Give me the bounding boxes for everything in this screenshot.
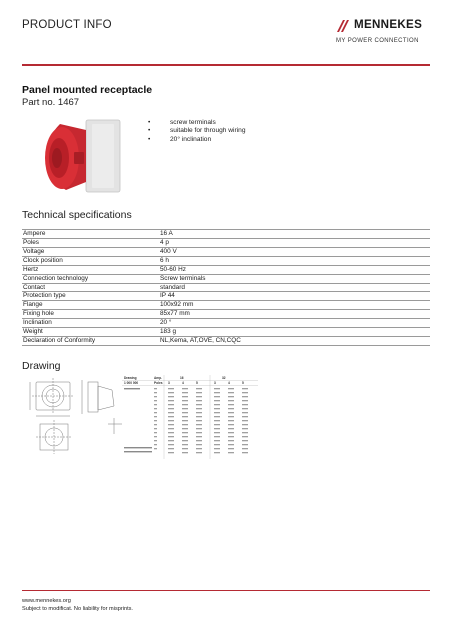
dimension-value <box>196 432 202 433</box>
dimension-value <box>196 448 202 449</box>
dimension-value <box>154 404 157 405</box>
drawing-section-title: Drawing <box>22 360 61 372</box>
spec-value: 85x77 mm <box>160 310 190 318</box>
dimension-value <box>182 392 188 393</box>
table-row <box>22 230 430 239</box>
dimension-value <box>196 400 202 401</box>
dimension-value <box>214 452 220 453</box>
dimension-value <box>214 408 220 409</box>
dimension-value <box>214 404 220 405</box>
dimension-value <box>214 432 220 433</box>
dimension-value <box>228 400 234 401</box>
dimension-value <box>154 432 157 433</box>
dimension-value <box>214 420 220 421</box>
dimension-value <box>214 424 220 425</box>
spec-label: Poles <box>23 238 39 246</box>
dimension-value <box>196 444 202 445</box>
dimension-value <box>168 404 174 405</box>
footer-note: Subject to modificat. No liability for misprints. <box>22 606 133 612</box>
dimension-value <box>242 396 248 397</box>
table-row <box>22 337 430 346</box>
dimension-value <box>214 440 220 441</box>
feature-item: • screw terminals <box>148 119 246 127</box>
dimension-value <box>182 436 188 437</box>
dimension-value <box>214 448 220 449</box>
spec-label: Clock position <box>23 256 63 264</box>
spec-value: Screw terminals <box>160 274 206 282</box>
table-row <box>22 239 430 248</box>
dimension-value <box>154 412 157 413</box>
dimension-value <box>182 396 188 397</box>
dimension-value <box>182 424 188 425</box>
dimension-value <box>242 452 248 453</box>
dimension-value <box>168 396 174 397</box>
dimension-value <box>168 388 174 389</box>
dimension-value <box>228 392 234 393</box>
spec-value: 4 p <box>160 238 169 246</box>
dimension-value <box>242 416 248 417</box>
dimension-value <box>228 396 234 397</box>
dimension-value <box>168 412 174 413</box>
dimension-value <box>154 416 157 417</box>
dimension-value <box>242 436 248 437</box>
spec-label: Inclination <box>23 319 52 327</box>
dimension-value <box>228 412 234 413</box>
dimension-value <box>214 412 220 413</box>
dimension-value <box>196 404 202 405</box>
specs-table <box>22 229 430 346</box>
dimension-value <box>242 432 248 433</box>
dimension-value <box>168 416 174 417</box>
brand-logo <box>336 18 430 48</box>
dimension-value <box>196 408 202 409</box>
dimension-value <box>228 428 234 429</box>
dimension-value <box>228 436 234 437</box>
dimension-value <box>228 416 234 417</box>
dimension-value <box>168 452 174 453</box>
dimension-value <box>214 392 220 393</box>
dimension-value <box>242 440 248 441</box>
dimension-value <box>228 444 234 445</box>
dimension-value <box>182 412 188 413</box>
table-row <box>22 328 430 337</box>
dimension-value <box>182 416 188 417</box>
dimension-value <box>182 428 188 429</box>
dimension-value <box>214 396 220 397</box>
footer-rule <box>22 590 430 591</box>
dimension-value <box>154 392 157 393</box>
dimension-table <box>122 375 272 459</box>
dimension-value <box>168 436 174 437</box>
dimension-values <box>154 388 248 453</box>
dimension-value <box>154 396 157 397</box>
dimension-value <box>196 392 202 393</box>
feature-item: • suitable for through wiring <box>148 127 246 135</box>
spec-value: 6 h <box>160 256 169 264</box>
dimension-value <box>168 444 174 445</box>
dimension-value <box>214 436 220 437</box>
spec-value: 50-60 Hz <box>160 265 186 273</box>
spec-value: 100x92 mm <box>160 301 194 309</box>
dimension-value <box>242 448 248 449</box>
dimension-value <box>228 452 234 453</box>
spec-label: Fixing hole <box>23 310 54 318</box>
technical-drawing <box>22 374 137 454</box>
dim-header-label: 3 <box>214 381 216 385</box>
dimension-value <box>228 404 234 405</box>
spec-label: Protection type <box>23 292 66 300</box>
brand-name: MENNEKES <box>354 18 423 31</box>
dimension-value <box>242 400 248 401</box>
dimension-value <box>168 392 174 393</box>
dimension-value <box>214 416 220 417</box>
table-row <box>22 257 430 266</box>
dim-header-label: 4 <box>182 381 184 385</box>
dimension-value <box>154 440 157 441</box>
spec-label: Hertz <box>23 265 39 273</box>
dimension-value <box>154 436 157 437</box>
dimension-value <box>182 452 188 453</box>
table-row <box>22 248 430 257</box>
dim-header-label: Amp. <box>154 376 162 380</box>
dimension-value <box>196 436 202 437</box>
dimension-value <box>154 408 157 409</box>
dimension-value <box>242 420 248 421</box>
footer-url: www.mennekes.org <box>22 598 71 604</box>
dimension-value <box>168 428 174 429</box>
dimension-value <box>196 416 202 417</box>
dimension-value <box>168 408 174 409</box>
dimension-value <box>182 400 188 401</box>
table-row <box>22 292 430 301</box>
table-row <box>22 310 430 319</box>
dimension-value <box>168 432 174 433</box>
dimension-value <box>242 412 248 413</box>
dimension-value <box>168 424 174 425</box>
dimension-value <box>196 440 202 441</box>
dimension-value <box>228 440 234 441</box>
brand-tagline: MY POWER CONNECTION <box>336 38 419 44</box>
dimension-value <box>214 428 220 429</box>
dimension-value <box>196 412 202 413</box>
dimension-value <box>242 404 248 405</box>
dimension-value <box>154 388 157 389</box>
product-title: Panel mounted receptacle <box>22 84 153 96</box>
dimension-value <box>154 424 157 425</box>
dimension-value <box>196 424 202 425</box>
spec-value: standard <box>160 283 185 291</box>
dimension-value <box>242 392 248 393</box>
dimension-value <box>214 400 220 401</box>
dimension-value <box>228 448 234 449</box>
spec-label: Ampere <box>23 230 46 237</box>
spec-label: Contact <box>23 283 46 291</box>
dimension-value <box>196 428 202 429</box>
dim-header-label: Drawing <box>124 376 137 380</box>
dimension-value <box>182 388 188 389</box>
dimension-value <box>228 424 234 425</box>
dimension-value <box>196 396 202 397</box>
spec-label: Voltage <box>23 247 45 255</box>
dimension-value <box>196 452 202 453</box>
dimension-value <box>228 432 234 433</box>
spec-label: Flange <box>23 301 43 309</box>
dimension-value <box>228 420 234 421</box>
dimension-value <box>182 408 188 409</box>
header-rule <box>22 64 430 66</box>
dimension-value <box>182 448 188 449</box>
dimension-value <box>182 432 188 433</box>
table-row <box>22 284 430 293</box>
dimension-value <box>242 424 248 425</box>
feature-list <box>148 119 246 144</box>
dimension-value <box>182 420 188 421</box>
specs-section-title: Technical specifications <box>22 209 132 221</box>
dimension-value <box>242 444 248 445</box>
table-row <box>22 275 430 284</box>
dimension-value <box>196 388 202 389</box>
spec-value: NL,Kema, AT,OVE, CN,CQC <box>160 337 241 345</box>
spec-value: 400 V <box>160 247 177 255</box>
feature-item: • 20° inclination <box>148 136 246 144</box>
spec-value: 183 g <box>160 328 176 336</box>
dimension-value <box>182 440 188 441</box>
dimension-value <box>214 388 220 389</box>
table-row <box>22 319 430 328</box>
dimension-value <box>168 420 174 421</box>
dim-header-label: 16 <box>180 376 184 380</box>
dim-header-label: 32 <box>222 376 226 380</box>
dimension-value <box>228 408 234 409</box>
dimension-value <box>242 388 248 389</box>
dimension-value <box>242 408 248 409</box>
dim-header-label: 4 <box>228 381 230 385</box>
spec-value: 20 ° <box>160 319 172 327</box>
table-row <box>22 266 430 275</box>
dimension-value <box>214 444 220 445</box>
dimension-value <box>154 420 157 421</box>
dim-header-label: 5 <box>242 381 244 385</box>
dimension-value <box>154 448 157 449</box>
dimension-value <box>242 428 248 429</box>
dimension-value <box>168 400 174 401</box>
table-row <box>22 301 430 310</box>
dimension-value <box>228 388 234 389</box>
spec-value: IP 44 <box>160 292 175 300</box>
brand-mark-icon <box>336 19 350 33</box>
dimension-value <box>182 404 188 405</box>
part-number: Part no. 1467 <box>22 97 80 108</box>
header-title: PRODUCT INFO <box>22 19 112 31</box>
spec-label: Connection technology <box>23 274 89 282</box>
dim-header-label: 5 <box>196 381 198 385</box>
dim-header-label: 1 000 000 <box>124 381 139 385</box>
spec-label: Weight <box>23 328 43 336</box>
dimension-value <box>196 420 202 421</box>
dim-header-label: Poles <box>154 381 163 385</box>
dimension-value <box>154 444 157 445</box>
product-photo <box>40 118 124 194</box>
dimension-value <box>154 428 157 429</box>
dimension-value <box>154 400 157 401</box>
dimension-value <box>168 440 174 441</box>
dimension-value <box>168 448 174 449</box>
dim-header-label: 3 <box>168 381 170 385</box>
spec-label: Declaration of Conformity <box>23 337 96 345</box>
spec-value: 16 A <box>160 230 173 237</box>
dimension-value <box>182 444 188 445</box>
